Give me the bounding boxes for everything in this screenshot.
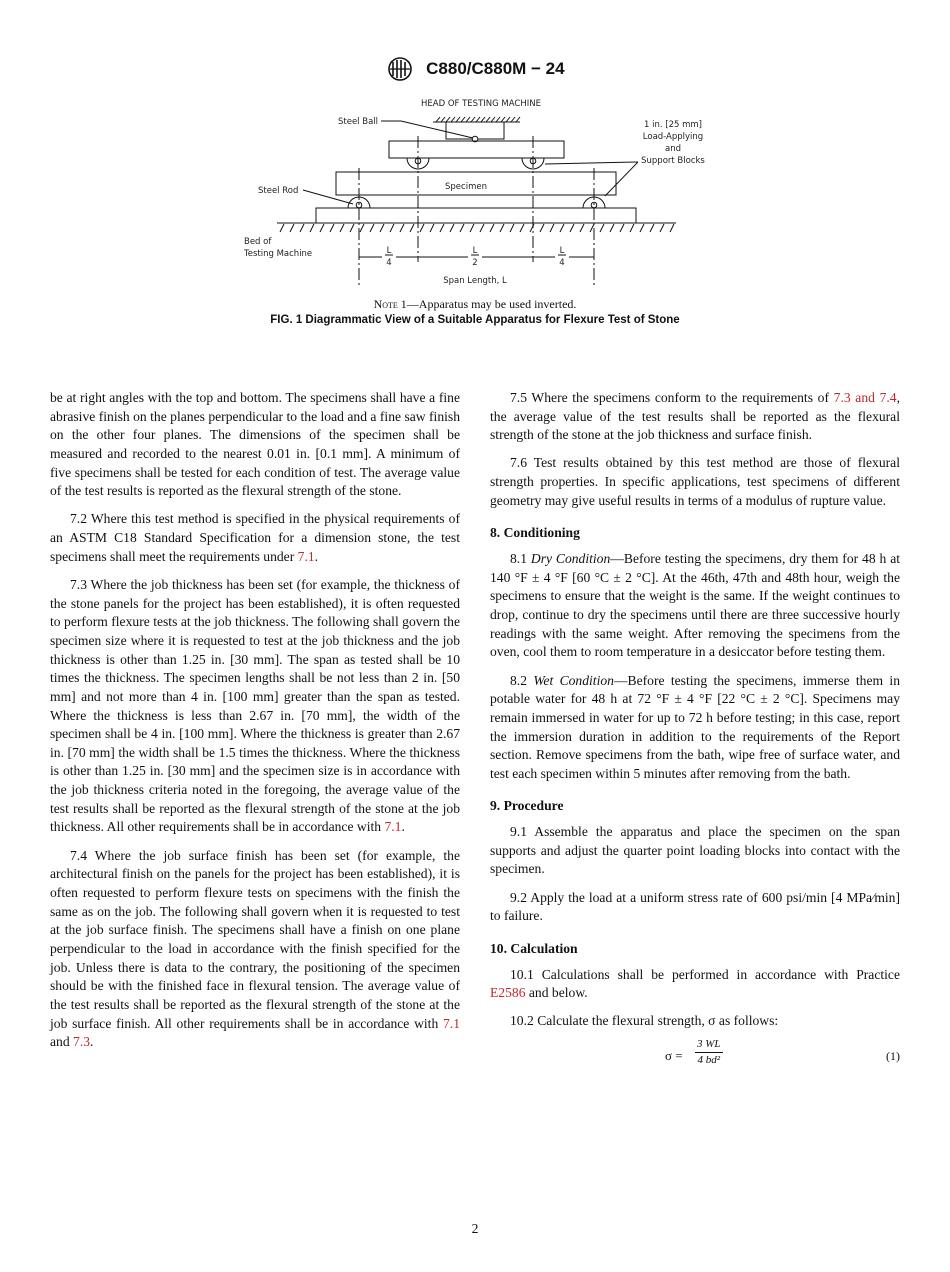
equation-lhs: σ = [665, 1047, 683, 1063]
paragraph-7-2 [50, 510, 460, 566]
paragraph-10-1 [490, 966, 900, 1003]
text: 10.1 Calculations shall be performed in accordance with Practice [510, 966, 900, 982]
ref-link-e2586[interactable]: E2586 [490, 985, 526, 1001]
paragraph-8-1 [490, 550, 900, 662]
label-span: Span Length, L [443, 276, 507, 286]
section-heading-conditioning: 8. Conditioning [490, 525, 580, 541]
note-label: Note 1 [373, 297, 407, 311]
label-blocks: and [665, 144, 681, 154]
label-specimen: Specimen [445, 182, 487, 192]
flexure-apparatus-figure [0, 0, 950, 300]
paragraph-9-2: 9.2 Apply the load at a uniform stress rate of 600 psi/min [4 MPa⁄min] to failure. [490, 889, 900, 924]
ref-link-7-3-7-4[interactable]: 7.3 and 7.4 [833, 390, 897, 405]
text: . [314, 548, 319, 564]
text: 7.5 Where the specimens conform to the requirements of [510, 390, 834, 405]
label-blocks: Support Blocks [641, 156, 705, 166]
label-bed: Testing Machine [244, 249, 313, 259]
figure-caption: FIG. 1 Diagrammatic View of a Suitable Apparatus for Flexure Test of Stone [270, 314, 680, 326]
text: —Before testing the specimens, immerse them in potable water for 48 h at 72 °F ± 4 °F [22 °C ± 2 °C]. Specimens may remain immersed in water for up to 72 h before testing; in this case, report the immersion duration in addition to the requirements of the Report section. Remove specimens from the bath, wipe free of surface water, and test each specimen within 5 minutes after removing from the bath. [490, 672, 901, 781]
label-steel-ball: Steel Ball [338, 117, 379, 127]
label-blocks: 1 in. [25 mm] [644, 120, 702, 130]
label-l: L [472, 246, 478, 256]
ref-link-7-1[interactable]: 7.1 [297, 548, 315, 564]
right-column [490, 389, 900, 1077]
text: and below. [525, 985, 588, 1001]
equation-fraction [695, 1037, 723, 1068]
paragraph-7-5 [490, 389, 900, 445]
equation-number: (1) [886, 1048, 900, 1063]
label-4: 4 [386, 258, 392, 268]
text: and [50, 1034, 74, 1050]
top-beam [389, 141, 564, 158]
paragraph-8-2 [490, 672, 900, 784]
text: 7.4 Where the job surface finish has been set (for example, the architectural finish on the panels for the project has been established), it is often requested to perform flexure tests on specimens with the finish the same as on the job. The following shall govern when it is requested to test at the job surface finish. The specimens shall have a finish on one plane perpendicular to the load in accordance with the finish specified for the job. Unless there is data to the contrary, the positioning of the specimen should be with the finished face in flexural tension. The average value of the test results shall be reported as the flexural strength of the stone at the job surface finish. All other requirements shall be in accordance with [50, 847, 460, 1031]
designation: C880/C880M − 24 [426, 59, 565, 78]
numerator: 3 WL [695, 1037, 723, 1053]
note-text: —Apparatus may be used inverted. [406, 297, 577, 311]
term: Dry Condition [530, 551, 611, 567]
label-steel-rod: Steel Rod [258, 186, 299, 196]
text: , the average value of the test results shall be reported as the flexural strength of the stone at the job thickness and surface finish. [490, 390, 900, 443]
paragraph-7-4 [50, 847, 460, 1052]
label-4: 4 [559, 258, 565, 268]
paragraph-9-1: 9.1 Assemble the apparatus and place the specimen on the span supports and adjust the quarter point loading blocks into contact with the specimen. [490, 824, 900, 877]
left-column [50, 389, 460, 1061]
text: . [90, 1034, 94, 1050]
ref-link-7-1[interactable]: 7.1 [443, 1015, 460, 1031]
paragraph-10-2: 10.2 Calculate the flexural strength, σ as follows: [510, 1013, 779, 1029]
section-heading-procedure: 9. Procedure [490, 798, 564, 814]
label-bed: Bed of [244, 237, 272, 247]
label-l: L [559, 246, 565, 256]
label-head: HEAD OF TESTING MACHINE [421, 99, 541, 109]
ref-link-7-1[interactable]: 7.1 [384, 819, 402, 835]
figure-note [0, 297, 950, 312]
text: —Before testing the specimens, dry them for 48 h at 140 °F ± 4 °F [60 °C ± 2 °C]. At the 46th, 47th and 48th hour, weigh the specimens to ensure that the weight is the same. If the weight continues to drop, continue to dry the specimens until there are three successive hourly readings with the same weight. After removing the specimens from the oven, cool them to room temperature in a desiccator before testing them. [490, 551, 900, 660]
paragraph-7-3 [50, 576, 460, 837]
text: 8.2 [510, 672, 534, 688]
term: Wet Condition [533, 672, 614, 688]
base-plate [316, 208, 636, 223]
denominator: 4 bd² [697, 1053, 721, 1066]
paragraph-7-6: 7.6 Test results obtained by this test method are those of flexural strength properties. In specific applications, test specimens of different geometry may give useful results in terms of a modulus of rupture value. [490, 455, 900, 508]
section-heading-calculation: 10. Calculation [490, 940, 578, 956]
text: . [401, 819, 405, 835]
label-blocks: Load-Applying [642, 132, 704, 142]
label-l: L [386, 246, 392, 256]
label-2: 2 [472, 258, 478, 268]
paragraph-7-1-cont: be at right angles with the top and bottom. The specimens shall have a fine abrasive finish on the planes perpendicular to the load and a fine saw finish on the other four planes. The dimensions of the specimen shall be measured and recorded to the nearest 0.01 in. [0.1 mm]. A minimum of five specimens shall be tested for each condition of test. The average value of the test results is reported as the flexural strength of the stone. [50, 390, 460, 499]
ref-link-7-3[interactable]: 7.3 [73, 1034, 91, 1050]
head-hatch [436, 117, 520, 122]
text: 7.2 Where this test method is specified in the physical requirements of an ASTM C18 Standard Specification for a dimension stone, the test specimens shall meet the requirements under [50, 511, 460, 564]
text: 8.1 [510, 551, 531, 567]
page-number: 2 [471, 1221, 479, 1236]
equation-1 [490, 1037, 900, 1077]
text: 7.3 Where the job thickness has been set (for example, the thickness of the stone panels for the project has been established), it is often requested to perform flexure tests at the job thickness. The following shall govern the specimen size where it is requested to test at the job thickness and the job thickness is other than 1.25 in. [30 mm]. The span as tested shall be 10 times the thickness. The specimen lengths shall be not less than 2 in. [50 mm] and not more than 4 in. [100 mm] greater than the span as tested. Where the thickness is less than 2.67 in. [70 mm], the width of the specimen shall be 4 in. [100 mm]. Where the thickness is greater than 2.67 in. [70 mm] the width shall be 1.5 times the thickness. Where the thickness is other than 1.25 in. [30 mm] and the specimen size is in accordance with the job thickness criteria noted in the foregoing, the average value of the test results shall be reported as the flexural strength of the stone at the job thickness. All other requirements shall be in accordance with [50, 576, 460, 835]
